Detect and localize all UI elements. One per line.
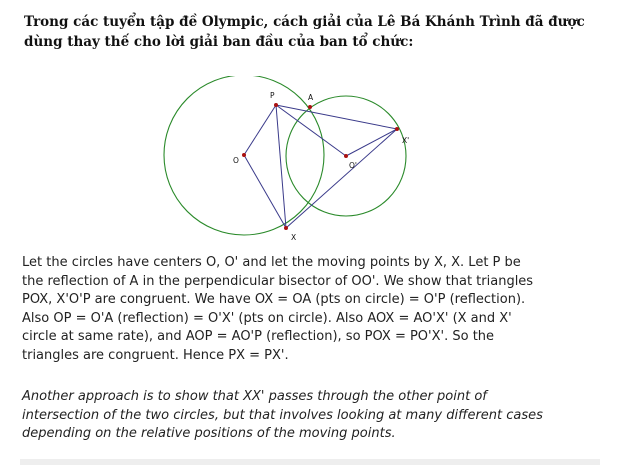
heading-line-1: Trong các tuyển tập đề Olympic, cách giải của Lê Bá Khánh Trình đã được [24,14,585,30]
point-o-prime [344,154,348,158]
point-x-prime [395,127,399,131]
label-o-prime: O' [349,161,357,170]
point-a [308,105,312,109]
point-x [284,226,288,230]
heading [24,12,614,52]
label-a: A [308,93,314,102]
label-o: O [233,156,239,165]
geometry-figure [160,76,420,246]
point-o [242,153,246,157]
label-x-prime: X' [402,136,410,145]
segment-o-p [244,105,276,155]
segment-o-x [244,155,286,228]
segment-x-x-prime [286,129,397,228]
label-x: X [291,233,297,242]
geometry-diagram [160,76,420,246]
point-p [274,103,278,107]
solution-text: Let the circles have centers O, O' and let the moving points by X, X. Let P be the reflection of A in the perpendicular bisector of OO'. We show that triangles POX, X'O'P are congruent. We have OX = OA (pts on circle) = O'P (reflection). Also OP = O'A (reflection) = O'X' (pts on circle). Also AOX = AO'X' (X and X' circle at same rate), and AOP = AO'P (reflection), so POX = PO'X'. So the triangles are congruent. Hence PX = PX'. [22,255,534,363]
bottom-divider [20,459,600,465]
alternative-approach-text: Another approach is to show that XX' passes through the other point of intersection of the two circles, but that involves looking at many different cases depending on the relative positions of the moving points. [22,389,543,441]
label-p: P [270,91,275,100]
heading-line-2: dùng thay thế cho lời giải ban đầu của ban tổ chức: [24,34,414,50]
segment-p-x [276,105,286,228]
